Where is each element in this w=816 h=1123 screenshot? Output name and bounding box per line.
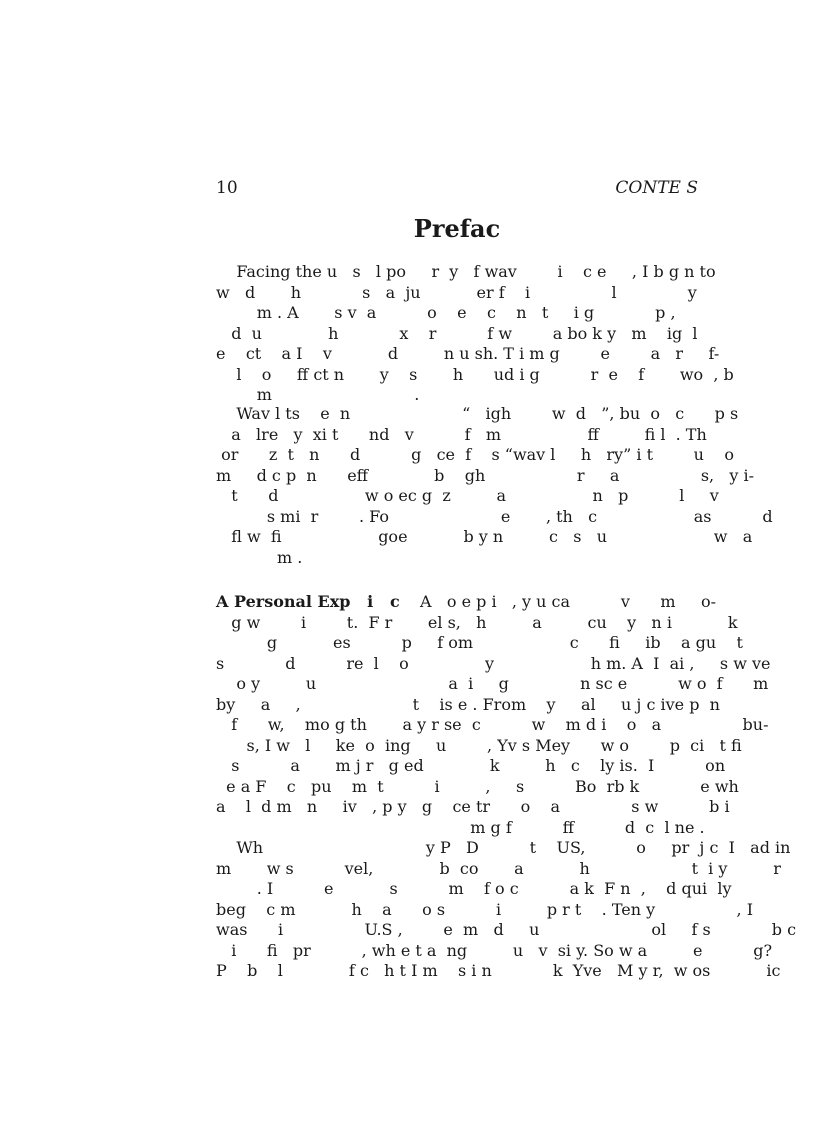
text-line: . I e s m f o c a k F n , d qui ly bbox=[216, 879, 732, 898]
text-line: l o ff ct n y s h ud i g r e f wo , b bbox=[216, 364, 734, 384]
text-line-rest: A o e p i , y u ca v m o- bbox=[399, 592, 717, 611]
text-line: a l d m n iv , p y g ce tr o a s w b i bbox=[216, 797, 730, 816]
text-line: i fi pr , wh e t a ng u v si y. So w a e g? bbox=[216, 940, 773, 960]
text-line: m d c p n eff b gh r a s, y i- bbox=[216, 465, 755, 485]
text-line: e ct a I v d n u sh. T i m g e a r f- bbox=[216, 344, 720, 363]
text-line: or z t n d g ce f s “wav l h ry” i t u o bbox=[216, 445, 734, 464]
preface-paragraph-2 bbox=[216, 404, 773, 568]
text-line: f w, mo g th a y r se c w m d i o a bu- bbox=[216, 715, 769, 734]
section-lead-heading: A Personal Exp i c bbox=[216, 592, 400, 611]
text-line: e a F c pu m t i , s Bo rb k e wh bbox=[216, 776, 739, 796]
text-line: Wav l ts e n “ igh w d ”, bu o c p s bbox=[216, 404, 739, 423]
preface-paragraph-1 bbox=[216, 262, 734, 406]
text-line: s, I w l ke o ing u , Yv s Mey w o p ci t fi bbox=[216, 735, 742, 755]
text-line: was i U.S , e m d u ol f s b c bbox=[216, 920, 797, 939]
text-line: Facing the u s l po r y f wav i c e , I b g n to bbox=[216, 262, 716, 281]
text-line: m g f ff d c l ne . bbox=[216, 817, 705, 837]
text-line: by a , t is e . From y al u j c ive p n bbox=[216, 694, 720, 714]
text-line: s d re l o y h m. A I ai , s w ve bbox=[216, 653, 771, 673]
text-line: m w s vel, b co a h t i y r bbox=[216, 858, 781, 878]
text-line bbox=[216, 592, 717, 613]
text-line: fl w fi goe b y n c s u w a bbox=[216, 527, 753, 546]
text-line: g w i t. F r el s, h a cu y n i k bbox=[216, 612, 738, 632]
text-line: s a m j r g ed k h c ly is. I on bbox=[216, 756, 726, 775]
preface-paragraph-4 bbox=[216, 838, 797, 982]
text-line: s mi r . Fo e , th c as d bbox=[216, 506, 773, 526]
text-line: w d h s a ju er f i l y bbox=[216, 282, 697, 302]
text-line: t d w o ec g z a n p l v bbox=[216, 486, 719, 505]
text-line: m . A s v a o e c n t i g p , bbox=[216, 303, 676, 322]
personal-experience-section bbox=[216, 592, 771, 838]
text-line: P b l f c h t I m s i n k Yve M y r, w os ic bbox=[216, 961, 781, 980]
text-line: o y u a i g n sc e w o f m bbox=[216, 674, 769, 693]
chapter-title: Prefac bbox=[413, 214, 501, 243]
running-head: CONTE S bbox=[615, 178, 698, 198]
text-line: m . bbox=[216, 385, 420, 404]
text-line: m . bbox=[216, 547, 303, 567]
text-line: Wh y P D t US, o pr j c I ad in bbox=[216, 838, 791, 857]
text-line: g es p f om c fi ib a gu t bbox=[216, 633, 743, 652]
text-line: d u h x r f w a bo k y m ig l bbox=[216, 323, 698, 343]
page-number: 10 bbox=[216, 178, 238, 198]
text-line: beg c m h a o s i p r t . Ten y , I bbox=[216, 899, 754, 919]
text-line: a lre y xi t nd v f m ff fi l . Th bbox=[216, 424, 707, 444]
